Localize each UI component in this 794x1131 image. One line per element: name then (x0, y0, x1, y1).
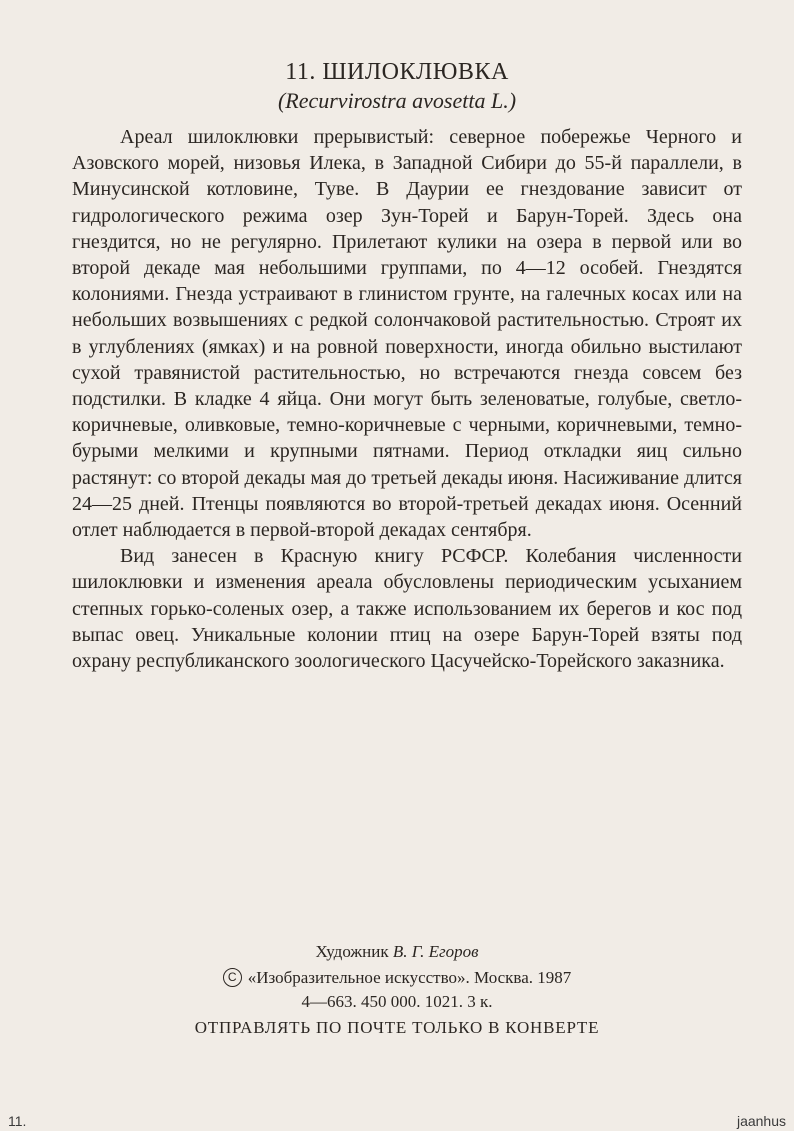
latin-name: (Recurvirostra avosetta L.) (277, 88, 517, 113)
latin-name-line (0, 88, 794, 114)
credits-block (0, 940, 794, 1014)
artist-label: Художник (315, 942, 389, 961)
artist-name: В. Г. Егоров (392, 942, 479, 961)
publisher-line: «Изобразительное искусство». Москва. 1987 (247, 967, 572, 987)
mail-note: ОТПРАВЛЯТЬ ПО ПОЧТЕ ТОЛЬКО В КОНВЕРТЕ (194, 1018, 600, 1037)
site-watermark: jaanhus (736, 1113, 786, 1129)
publisher-row (0, 964, 794, 990)
artist-line (0, 940, 794, 964)
paragraph-range: Ареал шилоклювки прерывистый: северное побережье Черного и Азовского морей, низовья Илека, в Западной Сибири до 55-й параллели, в Минусинской котловине, Туве. В Даурии ее гнездование зависит от гидрологического режима озер Зун-Торей и Барун-Торей. Здесь она гнездится, но не регулярно. Прилетают кулики на озера в первой или во второй декаде мая небольшими группами, по 4—12 особей. Гнездятся колониями. Гнезда устраивают в глинистом грунте, на галечных косах или на небольших возвышениях с редкой солончаковой растительностью. Строят их в углублениях (ямках) и на ровной поверхности, иногда обильно выстилают сухой травянистой растительностью, но встречаются гнезда совсем без подстилки. В кладке 4 яйца. Они могут быть зеленоватые, голубые, светло-коричневые, оливковые, темно-коричневые с черными, коричневыми, темно-бурыми мелкими и крупными пятнами. Период откладки яиц сильно растянут: со второй декады мая до третьей декады июня. Насиживание длится 24—25 дней. Птенцы появляются во второй-третьей декадах июня. Осенний отлет наблюдается в первой-второй декадах сентября. (72, 126, 742, 542)
page-number: 11. (8, 1113, 27, 1129)
paragraph-conservation: Вид занесен в Красную книгу РСФСР. Колебания численности шилоклювки и изменения ареала обусловлены периодическим усыханием степных горько-соленых озер, а также использованием их берегов и кос под выпас овец. Уникальные колонии птиц на озере Барун-Торей взяты под охрану республиканского зоологического Цасучейско-Торейского заказника. (72, 545, 742, 673)
copyright-icon: C (223, 968, 242, 987)
species-title: 11. ШИЛОКЛЮВКА (285, 59, 509, 85)
print-code: 4—663. 450 000. 1021. 3 к. (301, 991, 493, 1011)
description-text (72, 124, 742, 674)
